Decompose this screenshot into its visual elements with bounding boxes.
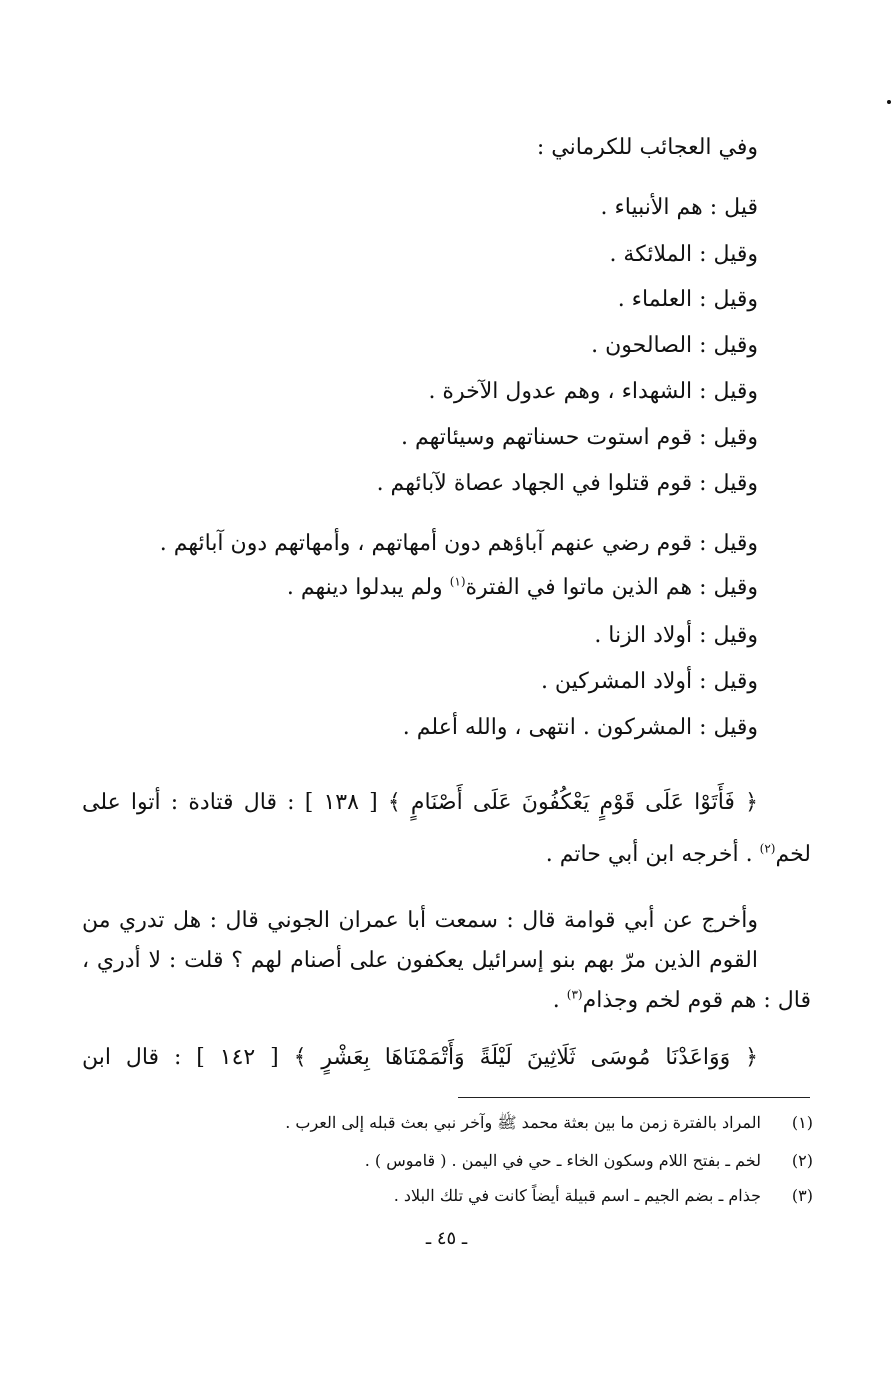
verse-line: ﴿ وَوَاعَدْنَا مُوسَى ثَلَاثِينَ لَيْلَةً وَأَتْمَمْنَاهَا بِعَشْرٍ ﴾ [ ١٤٢ ] : قال ابن: [82, 1045, 758, 1070]
footnote-ref: (٣): [566, 987, 583, 1002]
paragraph-text: .: [552, 988, 560, 1013]
paragraph-line: القوم الذين مرّ بهم بنو إسرائيل يعكفون على أصنام لهم ؟ قلت : لا أدري ،: [82, 948, 758, 973]
footnote: [285, 1112, 813, 1134]
footnote-text: لخم ـ بفتح اللام وسكون الخاء ـ حي في اليمن . ( قاموس ) .: [364, 1151, 761, 1170]
paragraph-text: قال : هم قوم لخم وجذام: [582, 988, 811, 1013]
verse-continuation: [546, 840, 811, 870]
footnote: [394, 1185, 813, 1207]
paragraph-line: [553, 986, 811, 1016]
footnote-ref: (١): [449, 574, 466, 589]
opinion-line: وقيل : قوم رضي عنهم آباؤهم دون أمهاتهم ، وأمهاتهم دون آبائهم .: [159, 531, 758, 556]
verse-line: ﴿ فَأَتَوْا عَلَى قَوْمٍ يَعْكُفُونَ عَلَى أَصْنَامٍ ﴾ [ ١٣٨ ] : قال قتادة : أتوا على: [82, 790, 758, 815]
opinion-line: وقيل : أولاد المشركين .: [540, 669, 758, 694]
footnote-text: جذام ـ بضم الجيم ـ اسم قبيلة أيضاً كانت في تلك البلاد .: [393, 1186, 761, 1205]
edge-mark: [887, 100, 891, 104]
footnote-ref: (٢): [759, 841, 776, 856]
opinion-text: وقيل : هم الذين ماتوا في الفترة: [465, 575, 758, 600]
section-heading: وفي العجائب للكرماني :: [536, 135, 758, 160]
footnote-number: (١): [791, 1113, 813, 1132]
footnote-text: المراد بالفترة زمن ما بين بعثة محمد ﷺ وآخر نبي بعث قبله إلى العرب .: [285, 1113, 761, 1132]
footnote: [365, 1150, 813, 1172]
opinion-text: ولم يبدلوا دينهم .: [286, 575, 443, 600]
opinion-line: [287, 573, 758, 603]
opinion-line: وقيل : العلماء .: [617, 287, 758, 312]
opinion-line: قيل : هم الأنبياء .: [600, 195, 758, 220]
opinion-line: وقيل : الشهداء ، وهم عدول الآخرة .: [428, 379, 758, 404]
opinion-line: وقيل : الصالحون .: [591, 333, 758, 358]
opinion-line: وقيل : المشركون . انتهى ، والله أعلم .: [402, 715, 758, 740]
tribe-name: لخم: [775, 842, 811, 867]
footnote-divider: [458, 1097, 810, 1098]
footnote-number: (٣): [791, 1186, 813, 1205]
opinion-line: وقيل : قوم استوت حسناتهم وسيئاتهم .: [401, 425, 758, 450]
source-note: . أخرجه ابن أبي حاتم .: [545, 842, 753, 867]
opinion-line: وقيل : قوم قتلوا في الجهاد عصاة لآبائهم .: [376, 471, 758, 496]
footnote-number: (٢): [791, 1151, 813, 1170]
opinion-line: وقيل : الملائكة .: [609, 242, 758, 267]
paragraph-line: وأخرج عن أبي قوامة قال : سمعت أبا عمران الجوني قال : هل تدري من: [82, 908, 758, 933]
page-number: ـ ٤٥ ـ: [425, 1228, 468, 1249]
opinion-line: وقيل : أولاد الزنا .: [594, 623, 758, 648]
